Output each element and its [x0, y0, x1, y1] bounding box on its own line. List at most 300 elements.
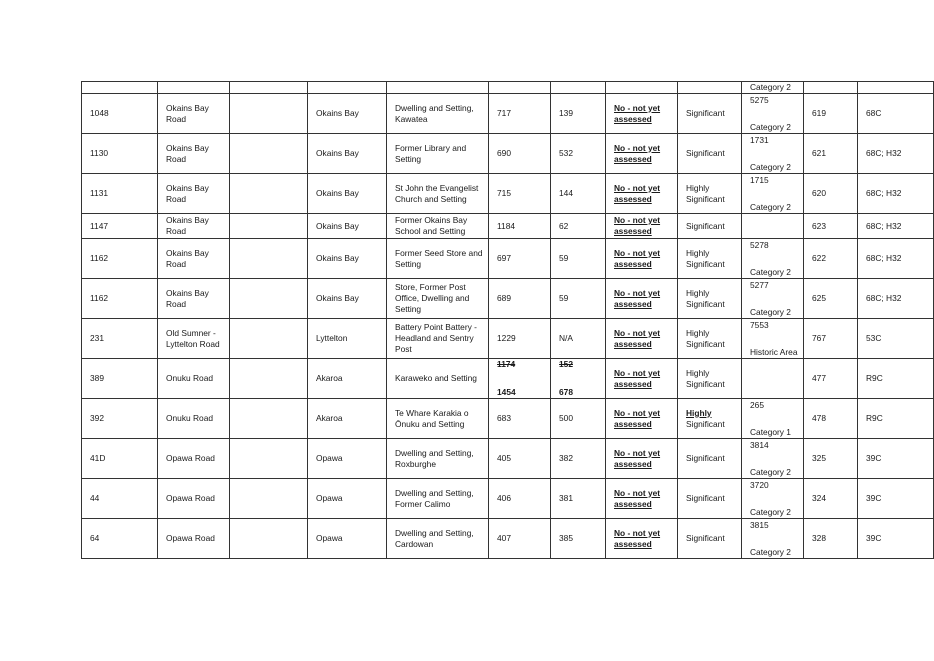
- cell-street-number: [82, 174, 158, 214]
- cell-plan-number: [804, 279, 858, 319]
- cell-road: [158, 239, 230, 279]
- cell-street-number: [82, 399, 158, 439]
- cell-significance: [678, 399, 742, 439]
- cell-description: [387, 319, 489, 359]
- cell-road: [158, 134, 230, 174]
- cell-nzhpt-listing: [742, 239, 804, 279]
- table-row: [82, 359, 934, 399]
- item-description: Karaweko and Setting: [395, 373, 477, 383]
- assessment-status: No - not yet assessed: [614, 247, 661, 269]
- cell-plan-number: [804, 359, 858, 399]
- heritage-number: 407: [497, 533, 511, 543]
- area-name: Okains Bay: [316, 253, 359, 263]
- heritage-number-inserted: 1454: [497, 387, 516, 397]
- cell-empty: [308, 82, 387, 94]
- plan-number: 622: [812, 253, 826, 263]
- cell-description: [387, 174, 489, 214]
- cell-nzhpt-listing: [742, 279, 804, 319]
- heritage-number: 697: [497, 253, 511, 263]
- cell-road: [158, 479, 230, 519]
- cell-description: [387, 94, 489, 134]
- cell-significance: [678, 319, 742, 359]
- road-name: Opawa Road: [166, 493, 215, 503]
- item-number: 382: [559, 453, 573, 463]
- cell-empty: [158, 82, 230, 94]
- significance-label: Significant: [686, 108, 725, 118]
- item-description: Dwelling and Setting, Former Calimo: [395, 487, 474, 509]
- area-name: Akaroa: [316, 413, 343, 423]
- table-row: [82, 214, 934, 239]
- cell-street-number: [82, 94, 158, 134]
- street-number: 231: [90, 333, 104, 343]
- area-name: Okains Bay: [316, 220, 359, 231]
- heritage-number: 1229: [497, 333, 516, 343]
- cell-area: [308, 134, 387, 174]
- map-reference: 39C: [866, 453, 882, 463]
- significance-label: Highly Significant: [686, 247, 725, 269]
- listing-category: Historic Area: [750, 346, 798, 357]
- assessment-status: No - not yet assessed: [614, 407, 661, 429]
- item-number: 144: [559, 188, 573, 198]
- item-number: 500: [559, 413, 573, 423]
- heritage-number-deleted: 1174: [497, 359, 516, 369]
- assessment-status: No - not yet assessed: [614, 367, 661, 389]
- street-number: 64: [90, 533, 100, 543]
- cell-road: [158, 519, 230, 559]
- cell-street-number: [82, 134, 158, 174]
- plan-number: 620: [812, 188, 826, 198]
- cell-item-number: [551, 279, 606, 319]
- table-row: [82, 174, 934, 214]
- table-row: [82, 519, 934, 559]
- cell-empty: [678, 82, 742, 94]
- listing-number: 3814: [750, 439, 769, 450]
- table-body: [82, 82, 934, 559]
- map-reference: R9C: [866, 373, 883, 383]
- area-name: Okains Bay: [316, 188, 359, 198]
- cell-empty: [230, 94, 308, 134]
- street-number: 44: [90, 493, 100, 503]
- assessment-status: No - not yet assessed: [614, 142, 661, 164]
- significance-label: Highly Significant: [686, 327, 725, 349]
- heritage-schedule-table: [81, 81, 934, 559]
- significance-label: Highly Significant: [686, 182, 725, 204]
- item-number-deleted: 152: [559, 359, 573, 369]
- cell-map-reference: [858, 239, 934, 279]
- item-description: Dwelling and Setting, Kawatea: [395, 102, 474, 124]
- cell-street-number: [82, 239, 158, 279]
- heritage-number: 689: [497, 293, 511, 303]
- significance-label: Significant: [686, 453, 725, 463]
- street-number: 389: [90, 373, 104, 383]
- cell-assessment-status: [606, 399, 678, 439]
- street-number: 1147: [90, 220, 109, 231]
- listing-category: Category 2: [750, 121, 791, 132]
- cell-empty: [606, 82, 678, 94]
- cell-nzhpt-listing: [742, 319, 804, 359]
- listing-number: 1715: [750, 174, 769, 185]
- table-row: [82, 399, 934, 439]
- road-name: Opawa Road: [166, 453, 215, 463]
- cell-road: [158, 94, 230, 134]
- item-number: 139: [559, 108, 573, 118]
- plan-number: 328: [812, 533, 826, 543]
- item-description: St John the Evangelist Church and Setting: [395, 182, 479, 204]
- assessment-status: No - not yet assessed: [614, 327, 661, 349]
- cell-heritage-number: [489, 94, 551, 134]
- cell-item-number: [551, 519, 606, 559]
- item-number: 59: [559, 253, 569, 263]
- cell-heritage-number: [489, 479, 551, 519]
- heritage-number: 405: [497, 453, 511, 463]
- cell-item-number: [551, 399, 606, 439]
- listing-category: Category 1: [750, 426, 791, 437]
- item-number: 532: [559, 148, 573, 158]
- cell-empty: [230, 479, 308, 519]
- road-name: Old Sumner - Lyttelton Road: [166, 327, 220, 349]
- cell-heritage-number: [489, 359, 551, 399]
- cell-significance: [678, 279, 742, 319]
- heritage-number: 1184: [497, 220, 516, 231]
- cell-heritage-number: [489, 519, 551, 559]
- cell-assessment-status: [606, 479, 678, 519]
- cell-road: [158, 319, 230, 359]
- assessment-status: No - not yet assessed: [614, 215, 661, 236]
- map-reference: 68C; H32: [866, 188, 902, 198]
- cell-road: [158, 174, 230, 214]
- table-row: [82, 479, 934, 519]
- assessment-status: No - not yet assessed: [614, 102, 661, 124]
- heritage-number: 717: [497, 108, 511, 118]
- cell-empty: [230, 439, 308, 479]
- heritage-number: 715: [497, 188, 511, 198]
- cell-map-reference: [858, 174, 934, 214]
- heritage-number: 690: [497, 148, 511, 158]
- cell-area: [308, 239, 387, 279]
- item-number: 385: [559, 533, 573, 543]
- cell-plan-number: [804, 174, 858, 214]
- cell-area: [308, 439, 387, 479]
- cell-nzhpt-listing: [742, 399, 804, 439]
- cell-significance: [678, 239, 742, 279]
- significance-label: Significant: [686, 220, 725, 231]
- item-description: Former Okains Bay School and Setting: [395, 215, 468, 236]
- street-number: 41D: [90, 453, 106, 463]
- cell-item-number: [551, 134, 606, 174]
- listing-category: Category 2: [750, 546, 791, 557]
- cell-area: [308, 279, 387, 319]
- heritage-number: 406: [497, 493, 511, 503]
- cell-map-reference: [858, 439, 934, 479]
- significance-emphasis: Highly: [686, 407, 712, 418]
- cell-assessment-status: [606, 94, 678, 134]
- cell-item-number: [551, 94, 606, 134]
- cell-significance: [678, 439, 742, 479]
- cell-significance: [678, 94, 742, 134]
- street-number: 1048: [90, 108, 109, 118]
- cell-street-number: [82, 214, 158, 239]
- plan-number: 324: [812, 493, 826, 503]
- significance-label: Significant: [686, 148, 725, 158]
- cell-empty: [804, 82, 858, 94]
- street-number: 392: [90, 413, 104, 423]
- cell-empty: [82, 82, 158, 94]
- significance-label: Highly Significant: [686, 287, 725, 309]
- cell-map-reference: [858, 319, 934, 359]
- cell-map-reference: [858, 359, 934, 399]
- area-name: Akaroa: [316, 373, 343, 383]
- cell-nzhpt-listing: [742, 479, 804, 519]
- cell-plan-number: [804, 439, 858, 479]
- cell-heritage-number: [489, 134, 551, 174]
- area-name: Opawa: [316, 453, 343, 463]
- listing-number: 3720: [750, 479, 769, 490]
- street-number: 1162: [90, 253, 109, 263]
- cell-significance: [678, 134, 742, 174]
- assessment-status: No - not yet assessed: [614, 287, 661, 309]
- listing-category: Category 2: [750, 466, 791, 477]
- item-number: 62: [559, 220, 569, 231]
- table-row: [82, 134, 934, 174]
- cell-map-reference: [858, 519, 934, 559]
- road-name: Okains Bay Road: [166, 287, 209, 309]
- cell-assessment-status: [606, 319, 678, 359]
- road-name: Onuku Road: [166, 373, 214, 383]
- area-name: Okains Bay: [316, 293, 359, 303]
- cell-heritage-number: [489, 279, 551, 319]
- cell-empty: [489, 82, 551, 94]
- item-description: Dwelling and Setting, Cardowan: [395, 527, 474, 549]
- plan-number: 325: [812, 453, 826, 463]
- cell-item-number: [551, 359, 606, 399]
- cell-heritage-number: [489, 239, 551, 279]
- cell-empty: [230, 359, 308, 399]
- cell-assessment-status: [606, 214, 678, 239]
- listing-category: Category 2: [750, 306, 791, 317]
- road-name: Okains Bay Road: [166, 247, 209, 269]
- map-reference: 68C; H32: [866, 148, 902, 158]
- table-row: [82, 82, 934, 94]
- plan-number: 621: [812, 148, 826, 158]
- cell-nzhpt-listing: [742, 359, 804, 399]
- cell-heritage-number: [489, 174, 551, 214]
- cell-assessment-status: [606, 279, 678, 319]
- street-number: 1162: [90, 293, 109, 303]
- cell-area: [308, 359, 387, 399]
- cell-empty: [551, 82, 606, 94]
- cell-item-number: [551, 174, 606, 214]
- plan-number: 623: [812, 220, 826, 231]
- plan-number: 477: [812, 373, 826, 383]
- cell-road: [158, 439, 230, 479]
- cell-assessment-status: [606, 439, 678, 479]
- listing-category: Category 2: [750, 201, 791, 212]
- cell-street-number: [82, 519, 158, 559]
- area-name: Lyttelton: [316, 333, 348, 343]
- listing-number: 265: [750, 399, 764, 410]
- map-reference: 68C; H32: [866, 220, 902, 231]
- cell-description: [387, 279, 489, 319]
- cell-empty: [230, 519, 308, 559]
- assessment-status: No - not yet assessed: [614, 487, 661, 509]
- item-description: Dwelling and Setting, Roxburghe: [395, 447, 474, 469]
- cell-road: [158, 214, 230, 239]
- map-reference: 68C; H32: [866, 293, 902, 303]
- cell-area: [308, 399, 387, 439]
- cell-item-number: [551, 239, 606, 279]
- cell-map-reference: [858, 134, 934, 174]
- plan-number: 478: [812, 413, 826, 423]
- cell-item-number: [551, 439, 606, 479]
- cell-area: [308, 94, 387, 134]
- cell-assessment-status: [606, 359, 678, 399]
- significance-label: Highly Significant: [686, 367, 725, 389]
- assessment-status: No - not yet assessed: [614, 527, 661, 549]
- cell-area: [308, 479, 387, 519]
- map-reference: 53C: [866, 333, 882, 343]
- cell-empty: [230, 399, 308, 439]
- map-reference: 68C; H32: [866, 253, 902, 263]
- cell-significance: [678, 519, 742, 559]
- cell-road: [158, 279, 230, 319]
- cell-description: [387, 214, 489, 239]
- cell-map-reference: [858, 279, 934, 319]
- cell-significance: [678, 359, 742, 399]
- cell-assessment-status: [606, 134, 678, 174]
- assessment-status: No - not yet assessed: [614, 447, 661, 469]
- cell-heritage-number: [489, 319, 551, 359]
- cell-plan-number: [804, 399, 858, 439]
- item-number: N/A: [559, 333, 573, 343]
- street-number: 1131: [90, 188, 109, 198]
- table-row: [82, 279, 934, 319]
- heritage-number: 683: [497, 413, 511, 423]
- plan-number: 767: [812, 333, 826, 343]
- cell-nzhpt-listing: [742, 214, 804, 239]
- cell-empty: [387, 82, 489, 94]
- cell-empty: [230, 174, 308, 214]
- map-reference: 39C: [866, 493, 882, 503]
- cell-assessment-status: [606, 519, 678, 559]
- cell-street-number: [82, 439, 158, 479]
- cell-empty: [230, 279, 308, 319]
- cell-significance: [678, 174, 742, 214]
- cell-plan-number: [804, 519, 858, 559]
- cell-description: [387, 479, 489, 519]
- cell-nzhpt-listing: [742, 439, 804, 479]
- item-number-inserted: 678: [559, 387, 573, 397]
- cell-area: [308, 519, 387, 559]
- cell-nzhpt-listing: [742, 134, 804, 174]
- road-name: Opawa Road: [166, 533, 215, 543]
- cell-item-number: [551, 479, 606, 519]
- map-reference: 39C: [866, 533, 882, 543]
- table-row: [82, 94, 934, 134]
- cell-item-number: [551, 319, 606, 359]
- listing-number: 5278: [750, 239, 769, 250]
- item-number: 59: [559, 293, 569, 303]
- listing-category: Category 2: [750, 266, 791, 277]
- cell-road: [158, 399, 230, 439]
- item-description: Store, Former Post Office, Dwelling and Setting: [395, 282, 470, 314]
- cell-nzhpt-listing: [742, 94, 804, 134]
- cell-empty: [230, 239, 308, 279]
- cell-description: [387, 399, 489, 439]
- cell-street-number: [82, 319, 158, 359]
- plan-number: 625: [812, 293, 826, 303]
- area-name: Opawa: [316, 533, 343, 543]
- cell-nzhpt-listing: [742, 519, 804, 559]
- cell-road: [158, 359, 230, 399]
- cell-description: [387, 439, 489, 479]
- road-name: Okains Bay Road: [166, 182, 209, 204]
- cell-item-number: [551, 214, 606, 239]
- cell-significance: [678, 214, 742, 239]
- cell-description: [387, 359, 489, 399]
- road-name: Okains Bay Road: [166, 215, 209, 236]
- cell-empty: [230, 82, 308, 94]
- cell-nzhpt-listing: [742, 174, 804, 214]
- cell-empty: [230, 214, 308, 239]
- table-row: [82, 439, 934, 479]
- cell-street-number: [82, 479, 158, 519]
- cell-street-number: [82, 279, 158, 319]
- map-reference: 68C: [866, 108, 882, 118]
- cell-plan-number: [804, 214, 858, 239]
- cell-plan-number: [804, 319, 858, 359]
- cell-area: [308, 174, 387, 214]
- significance-label: Significant: [686, 533, 725, 543]
- item-description: Te Whare Karakia o Ōnuku and Setting: [395, 407, 469, 429]
- listing-category: Category 2: [750, 506, 791, 517]
- listing-number: 7553: [750, 319, 769, 330]
- cell-significance: [678, 479, 742, 519]
- cell-area: [308, 214, 387, 239]
- significance-label: Significant: [686, 418, 725, 429]
- cell-map-reference: [858, 479, 934, 519]
- cell-street-number: [82, 359, 158, 399]
- plan-number: 619: [812, 108, 826, 118]
- table-row: [82, 319, 934, 359]
- map-reference: R9C: [866, 413, 883, 423]
- cell-plan-number: [804, 134, 858, 174]
- cell-map-reference: [858, 214, 934, 239]
- area-name: Okains Bay: [316, 108, 359, 118]
- road-name: Onuku Road: [166, 413, 214, 423]
- listing-number: 1731: [750, 134, 769, 145]
- cell-category: Category 2: [742, 82, 804, 94]
- cell-description: [387, 519, 489, 559]
- cell-plan-number: [804, 479, 858, 519]
- item-description: Former Library and Setting: [395, 142, 467, 164]
- item-description: Battery Point Battery - Headland and Sentry Post: [395, 322, 477, 354]
- area-name: Opawa: [316, 493, 343, 503]
- cell-heritage-number: [489, 399, 551, 439]
- area-name: Okains Bay: [316, 148, 359, 158]
- cell-empty: [230, 134, 308, 174]
- cell-assessment-status: [606, 174, 678, 214]
- listing-number: 5275: [750, 94, 769, 105]
- item-number: 381: [559, 493, 573, 503]
- cell-empty: [230, 319, 308, 359]
- cell-map-reference: [858, 94, 934, 134]
- cell-map-reference: [858, 399, 934, 439]
- cell-area: [308, 319, 387, 359]
- road-name: Okains Bay Road: [166, 102, 209, 124]
- cell-heritage-number: [489, 439, 551, 479]
- cell-heritage-number: [489, 214, 551, 239]
- listing-number: 5277: [750, 279, 769, 290]
